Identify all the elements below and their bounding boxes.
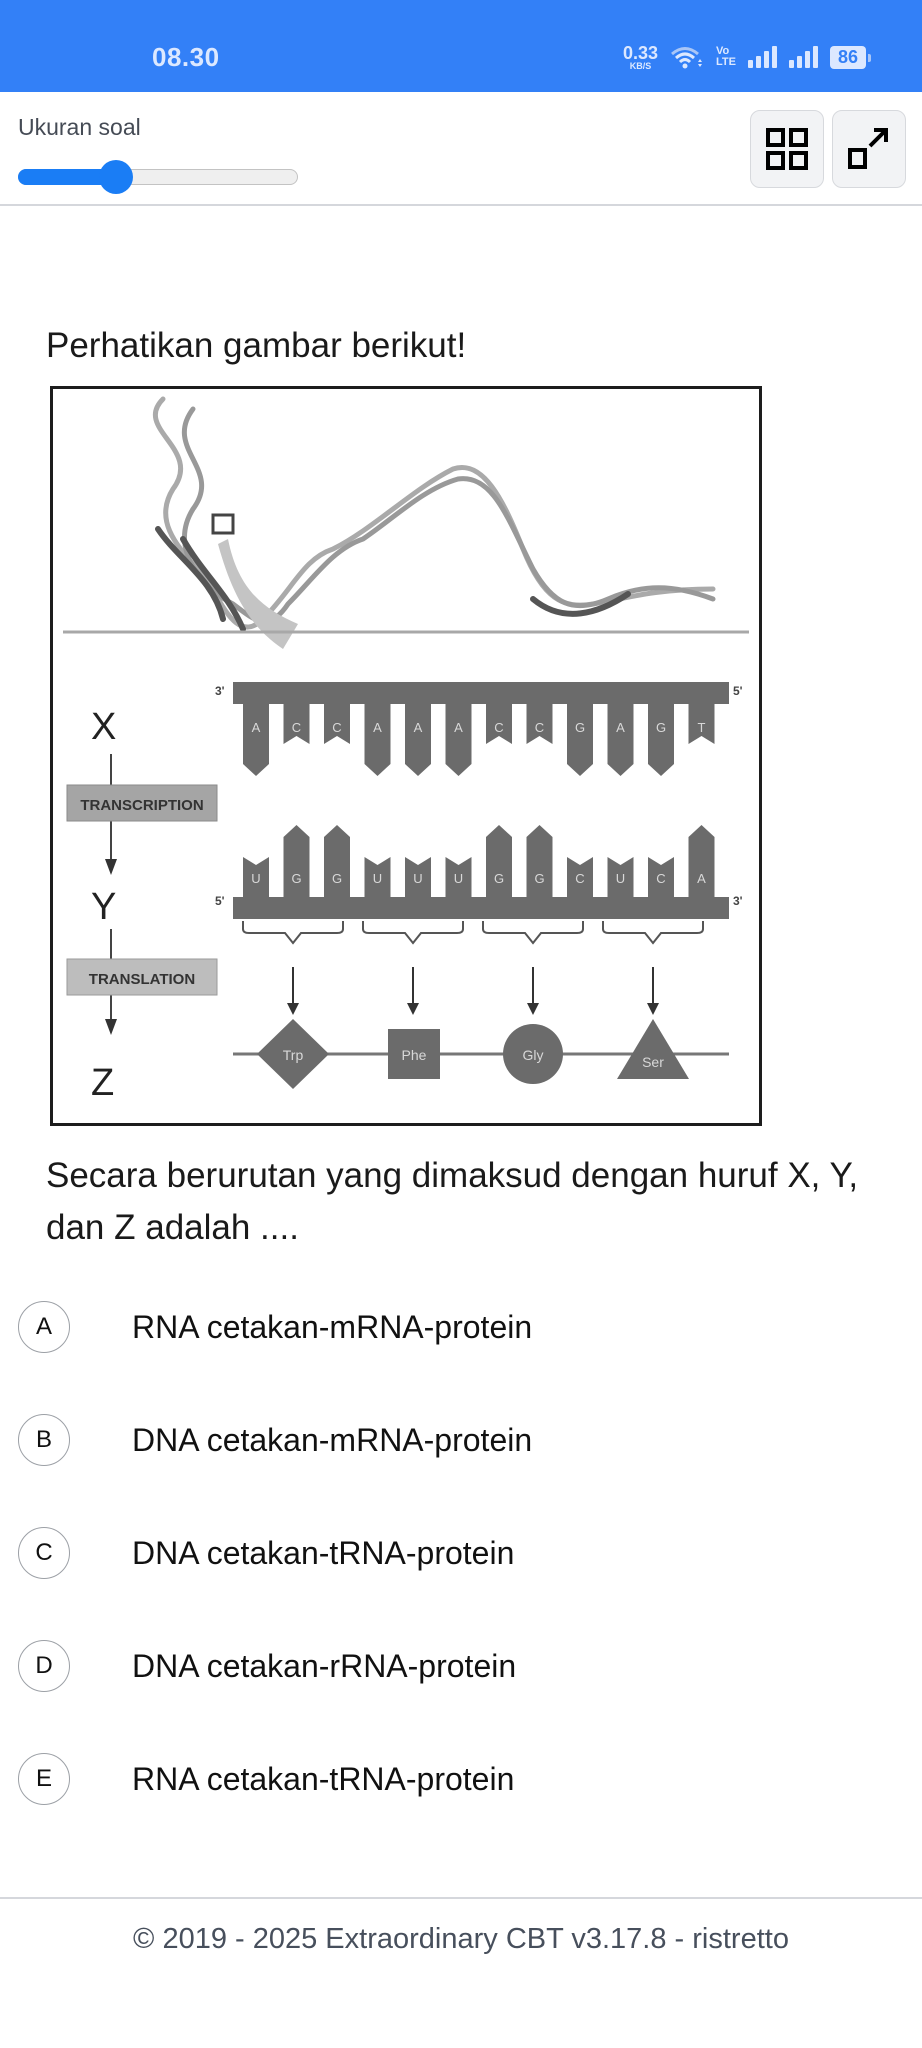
- option-text[interactable]: RNA cetakan-mRNA-protein: [132, 1308, 533, 1345]
- svg-text:A: A: [373, 720, 382, 735]
- svg-text:C: C: [575, 871, 585, 886]
- option-text[interactable]: DNA cetakan-rRNA-protein: [132, 1647, 517, 1684]
- svg-text:T: T: [697, 720, 706, 735]
- label-z: Z: [91, 1062, 115, 1104]
- nucleotide: [648, 704, 674, 776]
- open-external-button[interactable]: [832, 110, 906, 188]
- svg-text:C: C: [494, 720, 504, 735]
- question-size-slider[interactable]: [18, 160, 298, 194]
- option-d[interactable]: [0, 1631, 922, 1701]
- option-letter-badge[interactable]: B: [18, 1414, 70, 1466]
- svg-text:U: U: [413, 871, 423, 886]
- svg-text:G: G: [534, 871, 545, 886]
- svg-text:A: A: [616, 720, 625, 735]
- option-letter-badge[interactable]: D: [18, 1640, 70, 1692]
- option-text[interactable]: DNA cetakan-mRNA-protein: [132, 1421, 533, 1458]
- dna-5-prime: 5': [733, 684, 743, 698]
- svg-text:C: C: [332, 720, 342, 735]
- footer: [0, 1897, 922, 2048]
- option-letter-badge[interactable]: C: [18, 1527, 70, 1579]
- nucleotide: [527, 825, 553, 897]
- nucleotide: [689, 825, 715, 897]
- amino-acid-label: Trp: [282, 1047, 304, 1063]
- volte-top-text: Vo: [716, 45, 730, 57]
- question-figure: [50, 386, 762, 1126]
- option-letter-badge[interactable]: E: [18, 1753, 70, 1805]
- svg-text:G: G: [574, 720, 586, 735]
- svg-text:A: A: [413, 720, 423, 735]
- dna-bases: [243, 704, 715, 776]
- slider-thumb[interactable]: [99, 160, 133, 194]
- dna-helix-icon: [155, 399, 713, 649]
- svg-text:U: U: [453, 871, 464, 886]
- amino-acid-label: Ser: [642, 1054, 664, 1070]
- signal-icon: [748, 46, 777, 68]
- label-y: Y: [91, 886, 117, 928]
- option-a[interactable]: [0, 1292, 922, 1362]
- transcription-label: TRANSCRIPTION: [80, 797, 204, 814]
- codon-braces: [243, 921, 703, 943]
- question-size-label: Ukuran soal: [18, 114, 141, 140]
- volte-icon: [716, 46, 736, 68]
- nucleotide: [324, 825, 350, 897]
- nucleotide: [405, 704, 431, 776]
- svg-text:U: U: [615, 871, 626, 886]
- mrna-bases: [243, 825, 715, 897]
- option-b[interactable]: [0, 1405, 922, 1475]
- nucleotide: [365, 704, 391, 776]
- amino-acid-label: Gly: [522, 1047, 544, 1063]
- option-e[interactable]: [0, 1744, 922, 1814]
- question-toolbar: [0, 92, 922, 206]
- nucleotide: [284, 825, 310, 897]
- svg-text:A: A: [697, 871, 706, 886]
- question-grid-button[interactable]: [750, 110, 824, 188]
- volte-bottom-text: LTE: [716, 56, 736, 68]
- clock: 08.30: [152, 42, 220, 72]
- open-external-icon: [846, 126, 892, 172]
- nucleotide: [243, 704, 269, 776]
- option-text[interactable]: RNA cetakan-tRNA-protein: [132, 1760, 515, 1797]
- nucleotide: [608, 704, 634, 776]
- option-c[interactable]: [0, 1518, 922, 1588]
- amino-acid-ser: [617, 1019, 689, 1079]
- mrna-3-prime: 3': [733, 894, 743, 908]
- network-speed-unit: KB/S: [629, 60, 652, 71]
- nucleotide: [446, 704, 472, 776]
- option-letter-badge[interactable]: A: [18, 1301, 70, 1353]
- copyright-text: © 2019 - 2025 Extraordinary CBT v3.17.8 - ristretto: [133, 1923, 789, 1955]
- svg-text:U: U: [251, 871, 261, 886]
- svg-text:G: G: [331, 871, 343, 886]
- translation-arrows: [293, 967, 653, 1009]
- grid-icon: [765, 127, 809, 171]
- translation-label: TRANSLATION: [88, 971, 196, 988]
- svg-text:A: A: [454, 720, 463, 735]
- svg-text:U: U: [372, 871, 383, 886]
- svg-text:G: G: [493, 871, 505, 886]
- svg-text:G: G: [655, 720, 667, 735]
- network-speed: [623, 44, 658, 71]
- amino-acid-label: Phe: [401, 1047, 427, 1063]
- status-bar: [0, 0, 922, 92]
- protein-synthesis-diagram: [53, 389, 759, 1123]
- question-text: Secara berurutan yang dimaksud dengan huruf X, Y, dan Z adalah ....: [46, 1156, 859, 1247]
- dna-3-prime: 3': [215, 684, 225, 698]
- label-x: X: [91, 706, 117, 748]
- svg-text:C: C: [291, 720, 302, 735]
- question-title: Perhatikan gambar berikut!: [46, 326, 467, 365]
- svg-text:A: A: [251, 720, 261, 735]
- svg-text:G: G: [291, 871, 302, 886]
- nucleotide: [567, 704, 593, 776]
- nucleotide: [486, 825, 512, 897]
- option-text[interactable]: DNA cetakan-tRNA-protein: [132, 1534, 515, 1571]
- battery-icon: [830, 46, 866, 69]
- status-icons: [623, 42, 866, 72]
- mrna-5-prime: 5': [215, 894, 225, 908]
- network-speed-value: 0.33: [622, 42, 658, 63]
- wifi-icon: [670, 45, 704, 69]
- svg-text:C: C: [534, 720, 545, 735]
- battery-level: 86: [837, 46, 858, 67]
- signal-icon: [789, 46, 818, 68]
- svg-text:C: C: [656, 871, 666, 886]
